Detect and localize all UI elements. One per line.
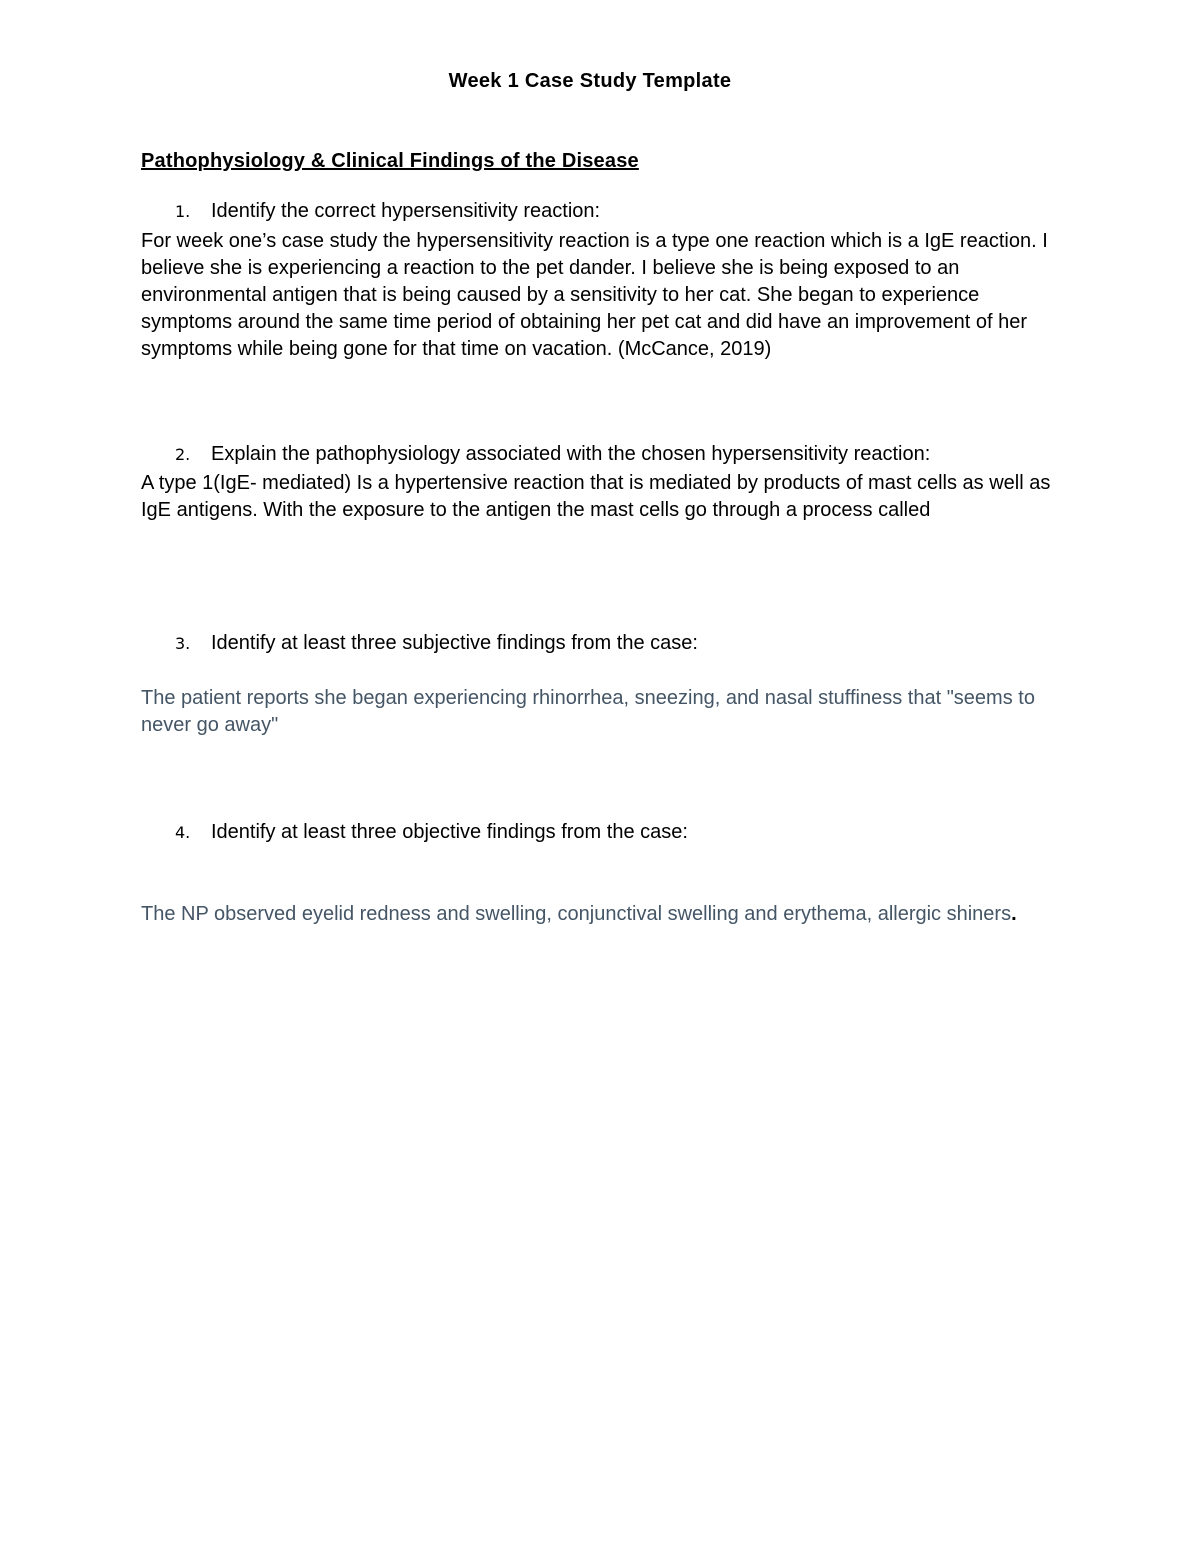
answer-3: The patient reports she began experiencing rhinorrhea, sneezing, and nasal stuffiness that "seems to never go away" <box>141 687 1035 736</box>
question-number: 2. <box>175 445 191 464</box>
question-text: Identify at least three subjective findings from the case: <box>211 632 698 654</box>
document-title: Week 1 Case Study Template <box>448 70 732 92</box>
question-2 <box>175 443 930 466</box>
answer-4-text: The NP observed eyelid redness and swelling, conjunctival swelling and erythema, allergic shiners <box>141 903 1012 925</box>
answer-2: A type 1(IgE- mediated) Is a hypertensive reaction that is mediated by products of mast cells as well as IgE antigens. With the exposure to the antigen the mast cells go through a process called <box>141 472 1051 521</box>
answer-4-period: . <box>1011 903 1017 925</box>
question-text: Explain the pathophysiology associated with the chosen hypersensitivity reaction: <box>211 443 931 465</box>
question-3 <box>175 632 698 655</box>
answer-4 <box>141 901 1071 928</box>
section-heading: Pathophysiology & Clinical Findings of the Disease <box>141 150 639 172</box>
question-text: Identify the correct hypersensitivity reaction: <box>211 200 601 222</box>
question-number: 1. <box>175 202 191 221</box>
answer-1: For week one’s case study the hypersensitivity reaction is a type one reaction which is a IgE reaction. I believe she is experiencing a reaction to the pet dander. I believe she is being exposed to an environmental antigen that is being caused by a sensitivity to her cat. She began to experience symptoms around the same time period of obtaining her pet cat and did have an improvement of her symptoms while being gone for that time on vacation. (McCance, 2019) <box>141 230 1048 360</box>
question-1 <box>175 200 600 223</box>
question-text: Identify at least three objective findings from the case: <box>211 821 688 843</box>
question-number: 4. <box>175 823 191 842</box>
question-number: 3. <box>175 634 191 653</box>
question-4 <box>175 821 688 844</box>
